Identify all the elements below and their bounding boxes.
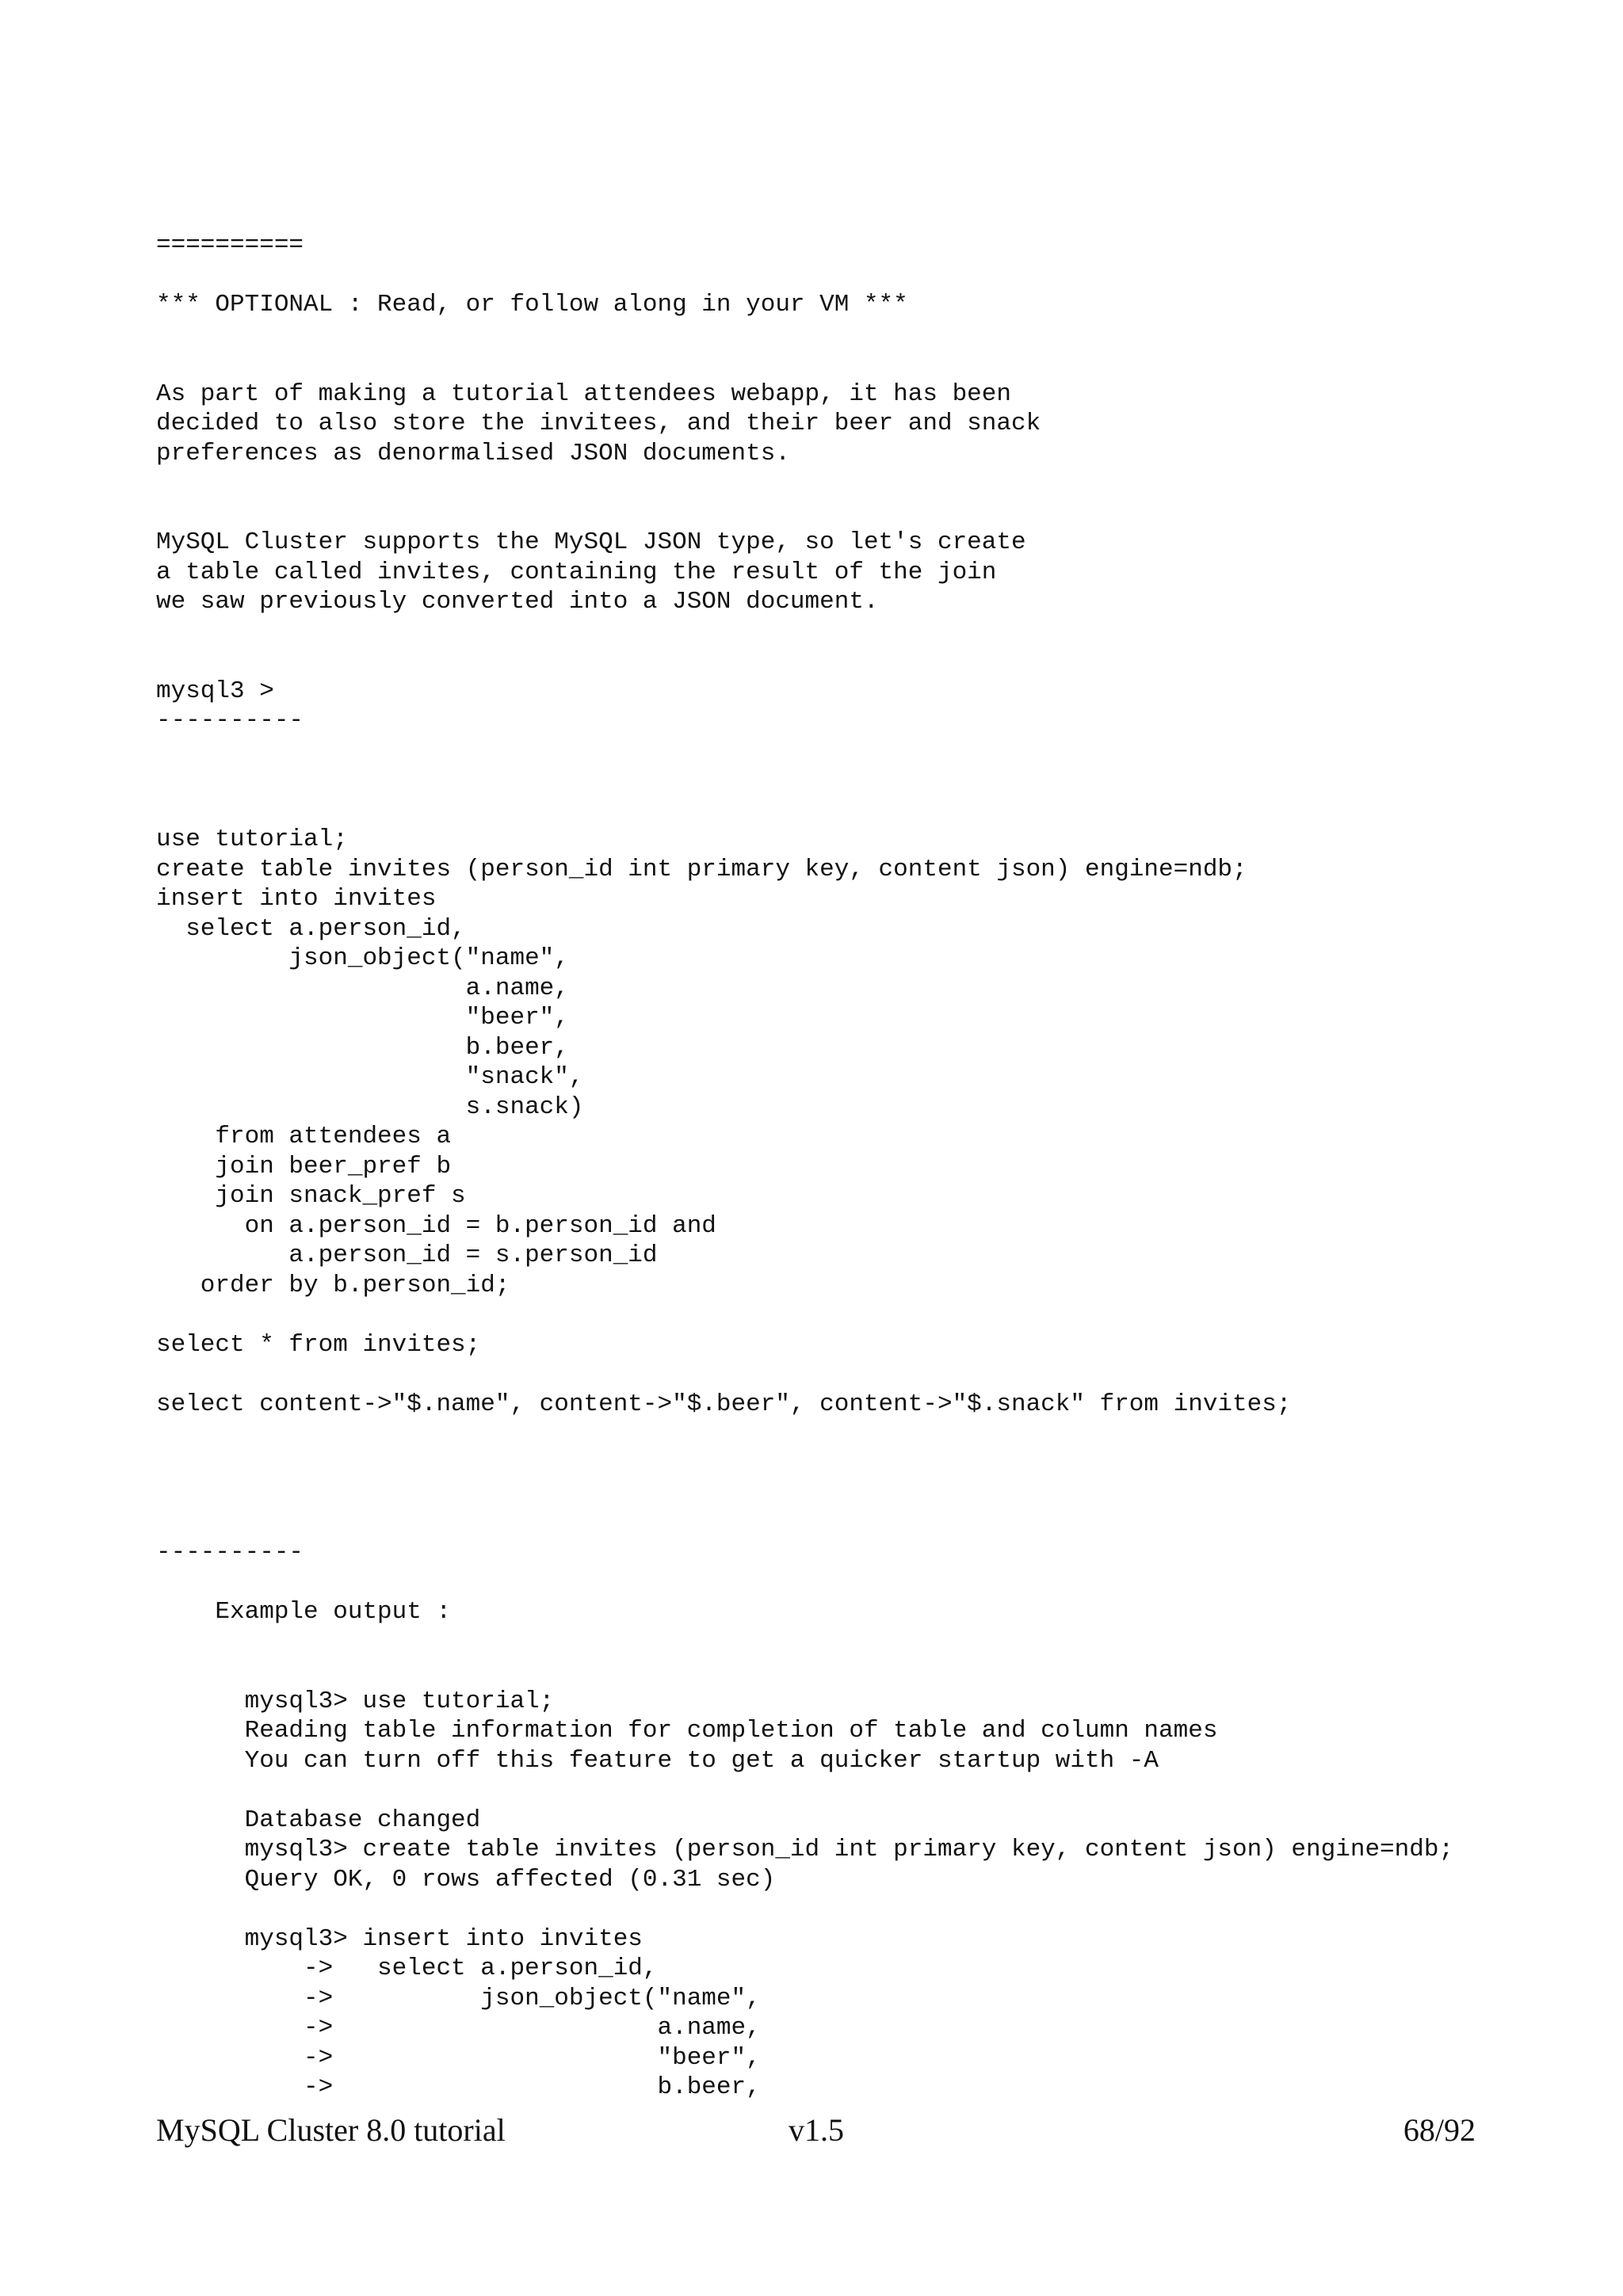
footer-title: MySQL Cluster 8.0 tutorial: [156, 2112, 506, 2148]
text-line: mysql3 >: [156, 677, 274, 705]
text-line: from attendees a: [156, 1123, 452, 1150]
text-line: ----------: [156, 1539, 304, 1566]
text-line: a table called invites, containing the result of the join: [156, 558, 997, 586]
text-line: [156, 261, 1567, 291]
text-line: mysql3> use tutorial;: [156, 1687, 555, 1715]
text-line: create table invites (person_id int primary key, content json) engine=ndb;: [156, 855, 1247, 883]
text-line: we saw previously converted into a JSON document.: [156, 588, 879, 616]
text-line: Example output :: [156, 1598, 452, 1626]
text-line: select a.person_id,: [156, 914, 466, 943]
text-line: "beer",: [156, 1004, 569, 1032]
text-line: [156, 1894, 1567, 1924]
text-line: join beer_pref b: [156, 1152, 452, 1180]
text-line: [156, 646, 1567, 677]
text-line: Reading table information for completion of table and column names: [156, 1717, 1218, 1745]
text-line: on a.person_id = b.person_id and: [156, 1211, 716, 1240]
text-line: ----------: [156, 707, 304, 734]
text-line: order by b.person_id;: [156, 1271, 510, 1299]
text-line: use tutorial;: [156, 826, 348, 853]
text-line: select content->"$.name", content->"$.beer", content->"$.snack" from invites;: [156, 1390, 1292, 1418]
text-line: a.name,: [156, 974, 569, 1002]
text-line: [156, 1627, 1567, 1657]
text-line: decided to also store the invitees, and their beer and snack: [156, 410, 1041, 437]
document-body: [156, 231, 1567, 2103]
text-line: [156, 1508, 1567, 1539]
text-line: mysql3> insert into invites: [156, 1924, 643, 1953]
text-line: b.beer,: [156, 1033, 569, 1062]
text-line: json_object("name",: [156, 944, 569, 972]
text-line: ==========: [156, 231, 304, 259]
text-line: -> json_object("name",: [156, 1984, 761, 2012]
text-line: preferences as denormalised JSON documents.: [156, 439, 790, 467]
text-line: insert into invites: [156, 885, 437, 913]
text-line: [156, 795, 1567, 826]
text-line: [156, 736, 1567, 766]
text-line: [156, 320, 1567, 350]
text-line: [156, 617, 1567, 647]
text-line: [156, 1568, 1567, 1598]
text-line: [156, 1478, 1567, 1508]
text-line: [156, 498, 1567, 528]
text-line: s.snack): [156, 1093, 584, 1121]
text-line: -> select a.person_id,: [156, 1955, 658, 1982]
text-line: Database changed: [156, 1806, 481, 1834]
text-line: join snack_pref s: [156, 1182, 466, 1210]
text-line: -> "beer",: [156, 2043, 761, 2072]
text-line: mysql3> create table invites (person_id int primary key, content json) engine=ndb;: [156, 1836, 1454, 1863]
text-line: -> a.name,: [156, 2014, 761, 2042]
text-line: [156, 1360, 1567, 1390]
text-line: [156, 1657, 1567, 1687]
footer-version: v1.5: [789, 2112, 844, 2148]
text-line: [156, 1300, 1567, 1330]
text-line: MySQL Cluster supports the MySQL JSON type, so let's create: [156, 528, 1026, 556]
text-line: "snack",: [156, 1063, 584, 1091]
text-line: As part of making a tutorial attendees webapp, it has been: [156, 379, 1011, 408]
text-line: a.person_id = s.person_id: [156, 1241, 658, 1269]
text-line: -> b.beer,: [156, 2073, 761, 2101]
text-line: [156, 349, 1567, 379]
text-line: You can turn off this feature to get a quicker startup with -A: [156, 1746, 1159, 1775]
text-line: [156, 1775, 1567, 1806]
text-line: select * from invites;: [156, 1330, 481, 1359]
text-line: Query OK, 0 rows affected (0.31 sec): [156, 1865, 776, 1894]
text-line: [156, 1449, 1567, 1479]
text-line: [156, 468, 1567, 498]
text-line: *** OPTIONAL : Read, or follow along in your VM ***: [156, 291, 908, 318]
footer-page-number: 68/92: [1403, 2112, 1476, 2148]
text-line: [156, 1419, 1567, 1449]
page-footer: [156, 2111, 1476, 2154]
text-line: [156, 765, 1567, 795]
